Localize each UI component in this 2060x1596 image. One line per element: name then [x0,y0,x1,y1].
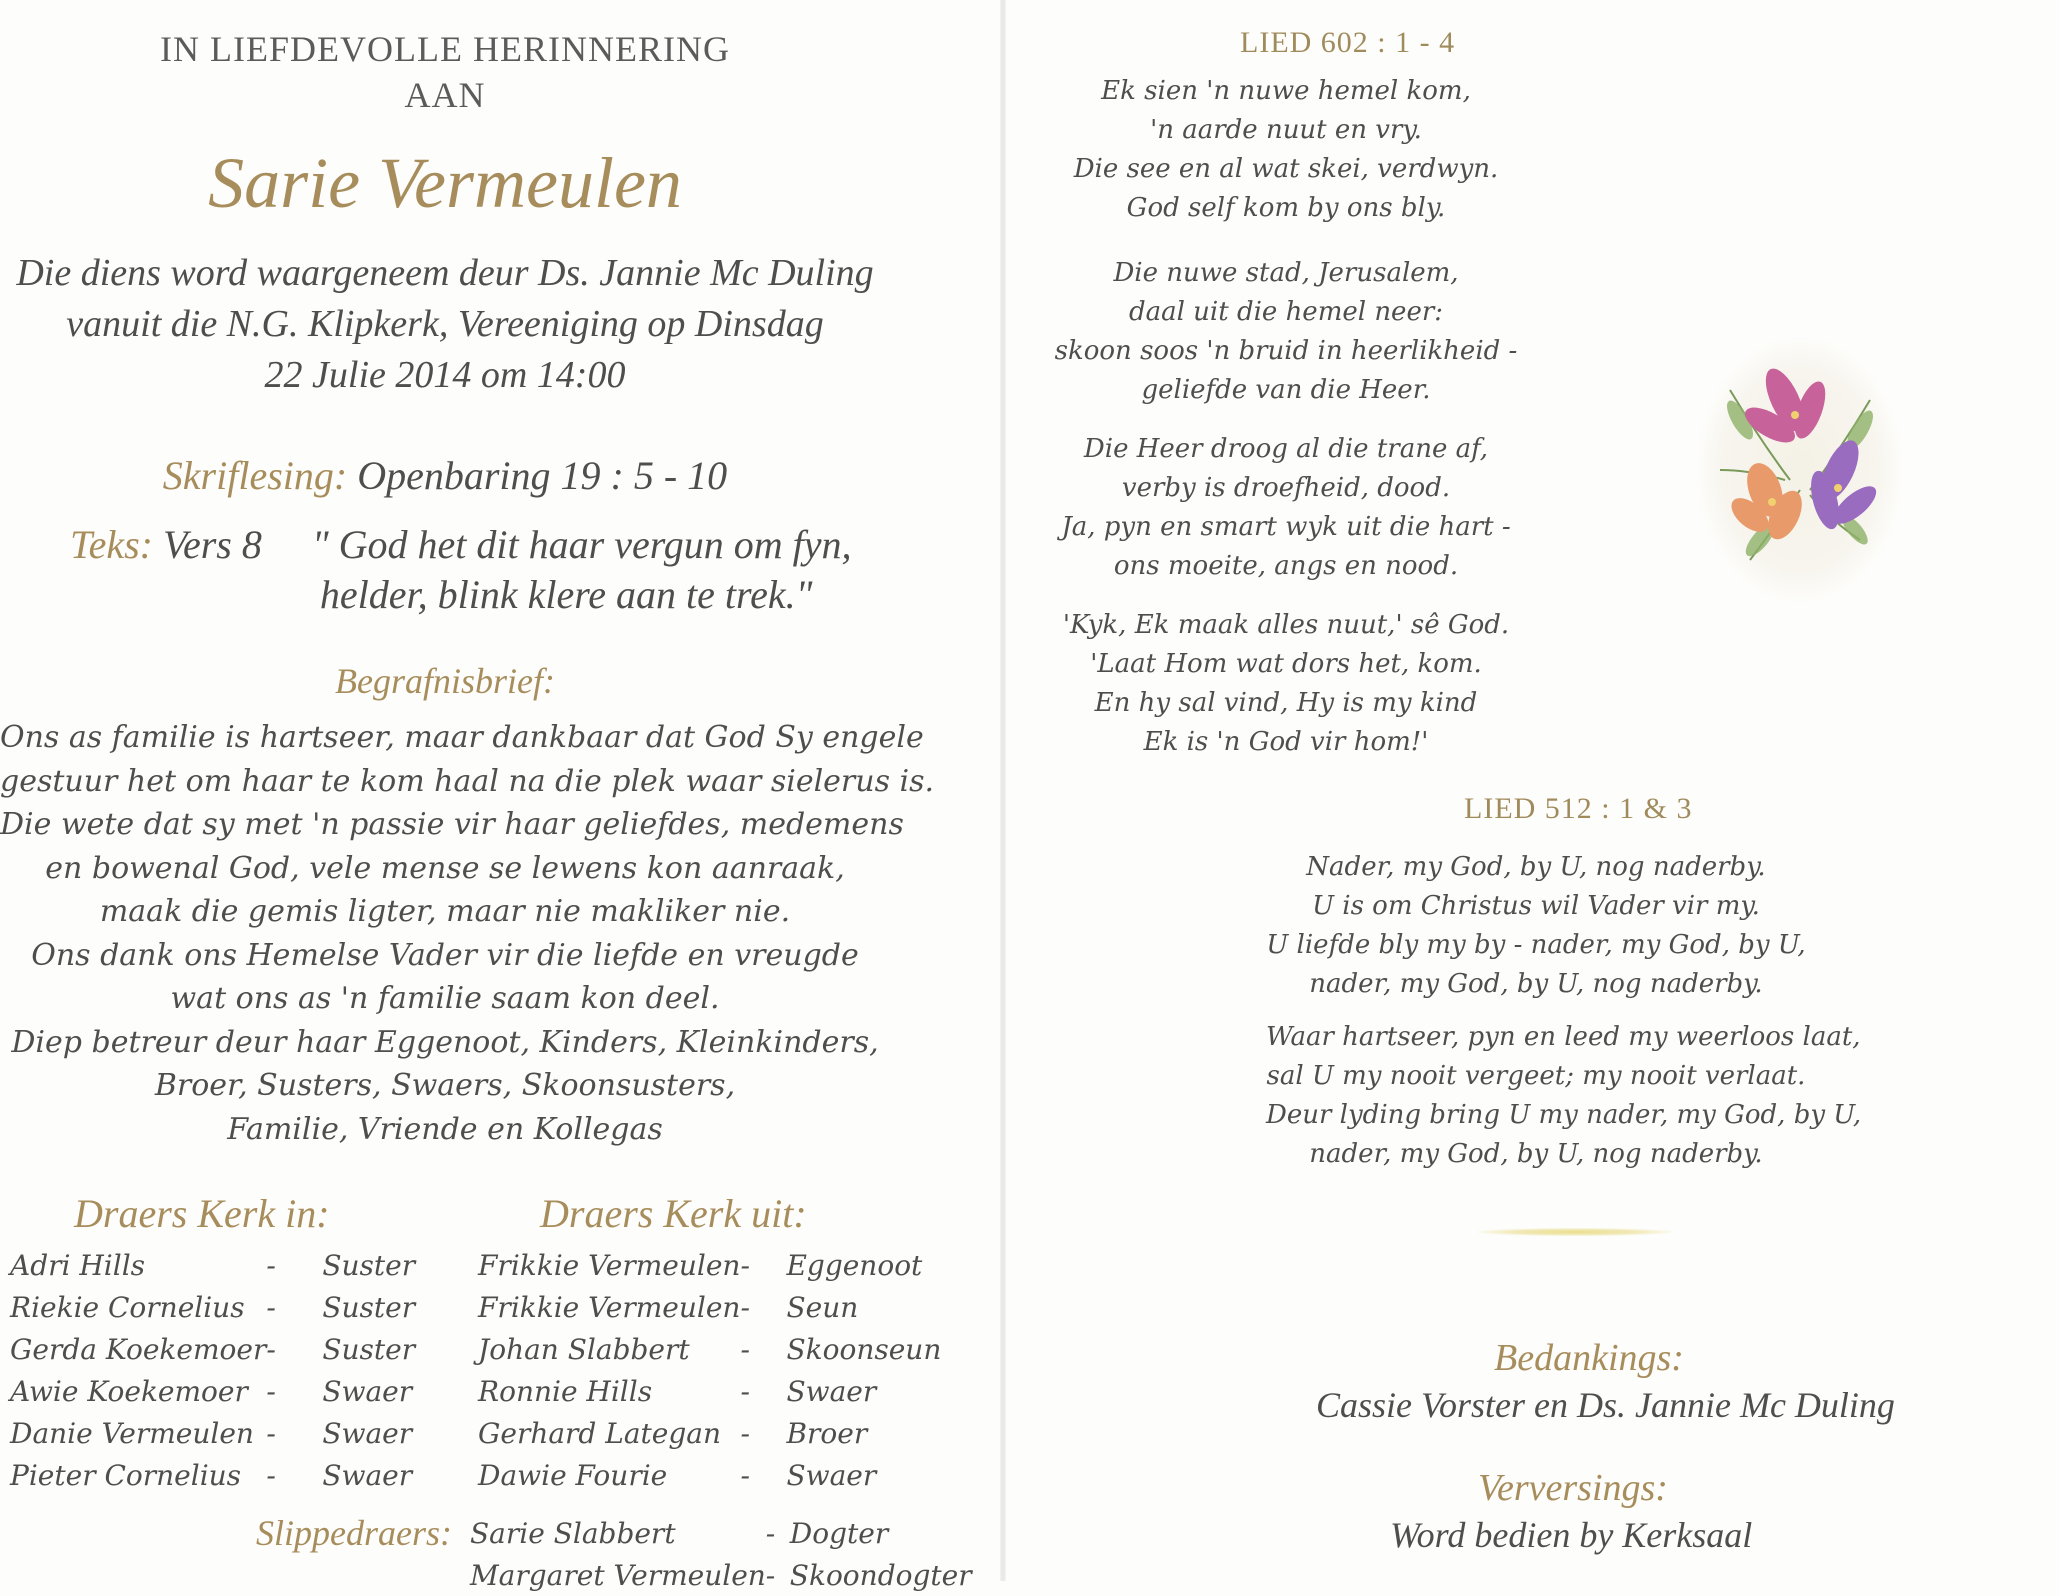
stanza-line: Ja, pyn en smart wyk uit die hart - [1061,512,1511,542]
burial-letter-line: gestuur het om haar te kom haal na die plek waar sielerus is. [0,763,935,799]
bearer-relation: Swaer [322,1374,413,1408]
hymn-602-stanza [1006,72,1566,228]
stanza-line: 'n aarde nuut en vry. [1150,115,1422,145]
bearer-name: Danie Vermeulen [10,1416,254,1450]
burial-letter-line: wat ons as 'n familie saam kon deel. [170,981,720,1016]
bearers-in-heading: Draers Kerk in: [74,1191,330,1236]
stanza-line: verby is droefheid, dood. [1121,473,1451,503]
bearer-dash: - [266,1332,276,1366]
stanza-line: sal U my nooit vergeet; my nooit verlaat. [1266,1061,1806,1091]
table-row [478,1328,941,1370]
bearer-dash: - [740,1416,750,1450]
bearer-relation: Swaer [786,1458,877,1492]
burial-letter-line: Broer, Susters, Swaers, Skoonsusters, [154,1068,736,1103]
table-row [10,1328,415,1370]
thanks-text: Cassie Vorster en Ds. Jannie Mc Duling [1316,1385,1895,1425]
table-row [10,1412,415,1454]
stanza-line: Ek is 'n God vir hom!' [1143,727,1429,757]
stanza-line: Nader, my God, by U, nog naderby. [1306,852,1766,882]
bearer-relation: Suster [322,1248,416,1282]
bearers-out-table [478,1244,941,1496]
bearer-name: Gerhard Lategan [478,1416,722,1450]
stanza-line: 'Laat Hom wat dors het, kom. [1090,649,1482,679]
bearer-dash: - [740,1290,750,1324]
left-page [0,0,1000,1592]
hymn-512-title: LIED 512 : 1 & 3 [1464,792,1693,825]
bearer-dash: - [266,1416,276,1450]
table-row [478,1412,941,1454]
bearer-relation: Swaer [786,1374,877,1408]
bearer-name: Johan Slabbert [478,1332,690,1366]
bearer-name: Gerda Koekemoer [10,1332,267,1366]
bearer-name: Adri Hills [10,1248,146,1282]
burial-letter-line: Familie, Vriende en Kollegas [227,1111,663,1147]
stanza-line: Ek sien 'n nuwe hemel kom, [1101,76,1471,106]
text-verse-quote [312,520,852,620]
burial-letter-line: Diep betreur deur haar Eggenoot, Kinders, Kleinkinders, [11,1024,879,1060]
table-row [478,1286,941,1328]
service-line: Die diens word waargeneem deur Ds. Jannie Mc Duling [16,252,874,294]
bearer-relation: Broer [786,1416,868,1450]
bearer-dash: - [266,1458,276,1492]
bearer-relation: Skoonseun [786,1332,942,1366]
hymn-602-stanza [1006,606,1566,762]
bearer-name: Riekie Cornelius [10,1290,245,1324]
refreshments-text: Word bedien by Kerksaal [1390,1515,1753,1555]
bearer-dash: - [765,1558,776,1592]
text-verse-quote-line: " God het dit haar vergun om fyn, [311,522,852,567]
table-row [478,1370,941,1412]
burial-letter [0,716,935,1151]
bearer-name: Awie Koekemoer [10,1374,248,1408]
stanza-line: nader, my God, by U, nog naderby. [1309,1139,1763,1169]
stanza-line: En hy sal vind, Hy is my kind [1094,688,1478,718]
memorial-heading [0,26,890,118]
bearers-in-table [10,1244,415,1496]
scripture-reading-label: Skriflesing: [162,453,348,498]
text-verse [70,520,852,620]
scripture-reading-value: Openbaring 19 : 5 - 10 [357,453,728,498]
stanza-line: daal uit die hemel neer: [1128,297,1444,327]
table-row [478,1244,941,1286]
stanza-line: Die Heer droog al die trane af, [1083,434,1489,464]
scripture-reading [0,452,890,499]
stanza-line: Waar hartseer, pyn en leed my weerloos laat, [1266,1022,1861,1052]
bearer-dash: - [740,1374,750,1408]
burial-letter-heading: Begrafnisbrief: [335,661,555,701]
hymn-602-title: LIED 602 : 1 - 4 [1240,26,1456,59]
stanza-line: U liefde bly my by - nader, my God, by U, [1266,930,1806,960]
text-verse-quote-line: helder, blink klere aan te trek." [319,572,813,617]
flower-bouquet-icon [1690,330,1910,610]
stanza-line: Die nuwe stad, Jerusalem, [1113,258,1459,288]
table-row [10,1244,415,1286]
bearer-relation: Suster [322,1290,416,1324]
bearer-dash: - [266,1248,276,1282]
refreshments-heading: Verversings: [1478,1467,1668,1509]
burial-letter-line: Ons as familie is hartseer, maar dankbaar dat God Sy engele [0,720,924,755]
memorial-heading-line2: AAN [404,75,486,115]
bearer-name: Frikkie Vermeulen [478,1248,741,1282]
service-line: vanuit die N.G. Klipkerk, Vereeniging op Dinsdag [66,303,824,345]
bearer-relation: Skoondogter [789,1558,972,1592]
stanza-line: nader, my God, by U, nog naderby. [1309,969,1763,999]
slip-bearers-table [470,1512,972,1596]
thanks-heading: Bedankings: [1494,1337,1684,1379]
bearer-dash: - [765,1516,776,1550]
bearer-relation: Dogter [789,1516,889,1550]
table-row [478,1454,941,1496]
stanza-line: Die see en al wat skei, verdwyn. [1073,154,1499,184]
bearer-relation: Swaer [322,1416,413,1450]
table-row [470,1554,972,1596]
bearer-relation: Seun [786,1290,859,1324]
table-row [10,1286,415,1328]
bearer-dash: - [740,1332,750,1366]
stanza-line: ons moeite, angs en nood. [1113,551,1459,581]
bearers-out-heading: Draers Kerk uit: [540,1191,807,1236]
text-verse-label: Teks: [70,522,153,567]
burial-letter-line: en bowenal God, vele mense se lewens kon aanraak, [45,850,845,886]
table-row [10,1370,415,1412]
burial-letter-line: maak die gemis ligter, maar nie makliker nie. [99,894,791,929]
bearer-relation: Suster [322,1332,416,1366]
bearer-name: Sarie Slabbert [470,1516,676,1550]
bearer-name: Dawie Fourie [478,1458,668,1492]
table-row [470,1512,972,1554]
table-row [10,1454,415,1496]
burial-letter-line: Die wete dat sy met 'n passie vir haar geliefdes, medemens [0,807,904,842]
stanza-line: skoon soos 'n bruid in heerlikheid - [1054,336,1518,366]
stanza-line: geliefde van die Heer. [1141,375,1431,405]
bearer-name: Ronnie Hills [478,1374,653,1408]
hymn-512-stanza [1266,848,1806,1004]
stanza-line: God self kom by ons bly. [1126,193,1446,223]
hymn-602-stanza [1006,430,1566,586]
deceased-name: Sarie Vermeulen [208,143,682,223]
stanza-line: Deur lyding bring U my nader, my God, by U, [1266,1100,1862,1130]
bearer-dash: - [266,1290,276,1324]
service-line: 22 Julie 2014 om 14:00 [264,354,626,396]
bearer-dash: - [740,1458,750,1492]
hymn-512-stanza [1266,1018,1862,1174]
stanza-line: U is om Christus wil Vader vir my. [1312,891,1760,921]
bearer-dash: - [740,1248,750,1282]
memorial-heading-line1: IN LIEFDEVOLLE HERINNERING [160,29,730,69]
stanza-line: 'Kyk, Ek maak alles nuut,' sê God. [1062,610,1510,640]
burial-letter-line: Ons dank ons Hemelse Vader vir die liefde en vreugde [31,937,859,973]
service-info [0,248,890,401]
bearer-name: Margaret Vermeulen [470,1558,766,1592]
ornamental-divider [1478,1228,1672,1236]
bearer-dash: - [266,1374,276,1408]
text-verse-number: Vers 8 [162,522,262,567]
bearer-name: Pieter Cornelius [10,1458,242,1492]
bearer-relation: Eggenoot [786,1248,923,1282]
hymn-602-stanza [1006,254,1566,410]
bearer-relation: Swaer [322,1458,413,1492]
bearer-name: Frikkie Vermeulen [478,1290,741,1324]
slip-bearers-heading: Slippedraers: [256,1513,452,1553]
right-page [1006,0,2060,1581]
